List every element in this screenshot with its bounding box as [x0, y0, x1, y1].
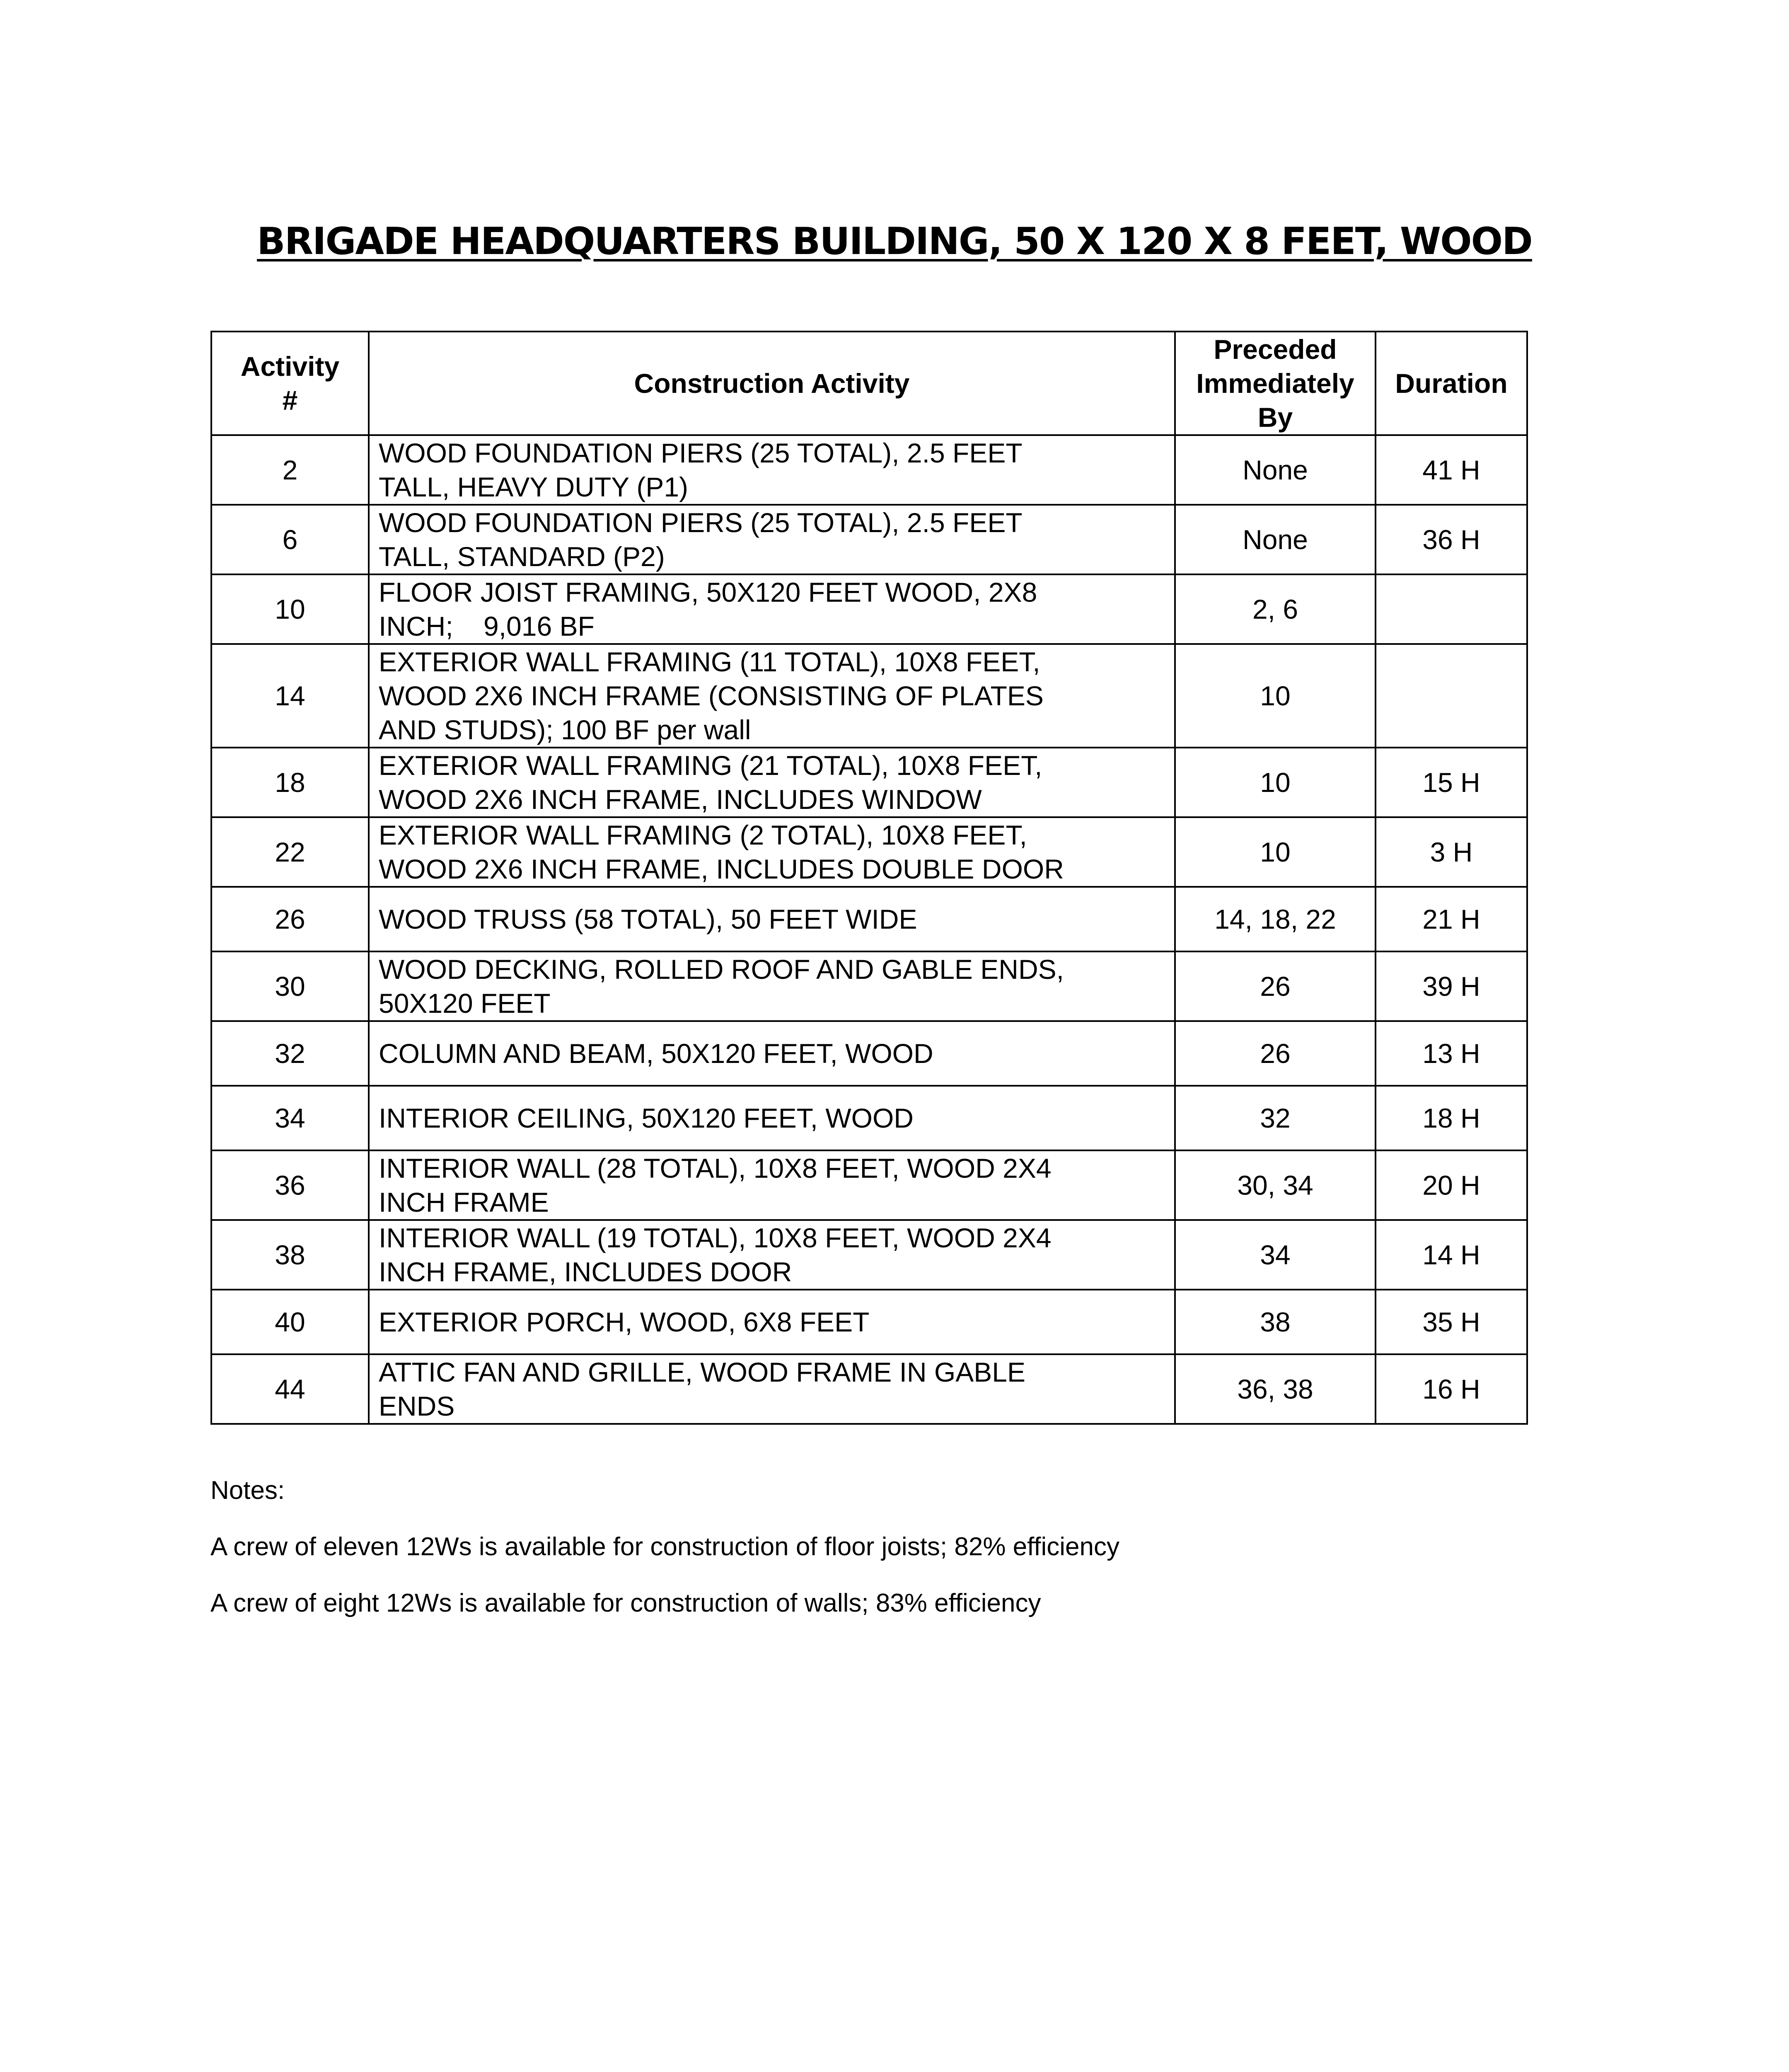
table-row — [211, 1354, 1527, 1424]
table-row — [211, 1086, 1527, 1150]
activity-num-cell: 40 — [211, 1290, 369, 1354]
construction-activity-line: WOOD 2X6 INCH FRAME (CONSISTING OF PLATES — [379, 680, 1044, 711]
activity-num-cell: 6 — [211, 505, 369, 574]
table-row — [211, 748, 1527, 817]
table-row — [211, 574, 1527, 644]
page-title: BRIGADE HEADQUARTERS BUILDING, 50 X 120 X 8 FEET, WOOD — [257, 220, 1532, 263]
construction-activity-cell — [369, 1220, 1175, 1290]
duration-cell: 39 H — [1376, 951, 1527, 1021]
preceded-by-cell: 2, 6 — [1175, 574, 1376, 644]
construction-activity-line: EXTERIOR WALL FRAMING (21 TOTAL), 10X8 FEET, — [379, 750, 1042, 781]
activity-num-cell: 34 — [211, 1086, 369, 1150]
construction-activity-line: WOOD FOUNDATION PIERS (25 TOTAL), 2.5 FEET — [379, 507, 1023, 538]
construction-activity-line: INTERIOR CEILING, 50X120 FEET, WOOD — [379, 1103, 914, 1133]
header-row — [211, 332, 1527, 435]
preceded-by-cell: 10 — [1175, 748, 1376, 817]
duration-cell: 13 H — [1376, 1021, 1527, 1086]
header-duration-line: Duration — [1395, 368, 1508, 399]
duration-cell: 35 H — [1376, 1290, 1527, 1354]
construction-activity-line: AND STUDS); 100 BF per wall — [379, 714, 751, 745]
construction-activity-cell — [369, 748, 1175, 817]
activity-num-cell: 44 — [211, 1354, 369, 1424]
construction-activity-line: INCH FRAME, INCLUDES DOOR — [379, 1256, 792, 1287]
activity-num-cell: 36 — [211, 1150, 369, 1220]
preceded-by-cell: 26 — [1175, 951, 1376, 1021]
construction-activity-line: INTERIOR WALL (19 TOTAL), 10X8 FEET, WOOD 2X4 — [379, 1222, 1052, 1253]
construction-activity-cell — [369, 1150, 1175, 1220]
header-construction-activity-line: Construction Activity — [634, 368, 910, 399]
duration-cell: 21 H — [1376, 887, 1527, 951]
preceded-by-cell: 26 — [1175, 1021, 1376, 1086]
table-row — [211, 1220, 1527, 1290]
preceded-by-cell: 30, 34 — [1175, 1150, 1376, 1220]
activity-table — [210, 331, 1528, 1425]
construction-activity-cell — [369, 1290, 1175, 1354]
construction-activity-line: EXTERIOR PORCH, WOOD, 6X8 FEET — [379, 1307, 870, 1337]
duration-cell — [1376, 574, 1527, 644]
activity-num-cell: 22 — [211, 817, 369, 887]
construction-activity-cell — [369, 1021, 1175, 1086]
preceded-by-cell: 36, 38 — [1175, 1354, 1376, 1424]
duration-cell: 14 H — [1376, 1220, 1527, 1290]
construction-activity-line: WOOD FOUNDATION PIERS (25 TOTAL), 2.5 FEET — [379, 438, 1023, 468]
preceded-by-cell: 10 — [1175, 644, 1376, 748]
table-row — [211, 951, 1527, 1021]
construction-activity-line: COLUMN AND BEAM, 50X120 FEET, WOOD — [379, 1038, 933, 1069]
header-preceded-by-line: Preceded — [1214, 334, 1337, 365]
duration-cell: 41 H — [1376, 435, 1527, 505]
note-line-floor-joists: A crew of eleven 12Ws is available for construction of floor joists; 82% efficiency — [210, 1532, 1120, 1561]
construction-activity-line: 50X120 FEET — [379, 988, 551, 1019]
activity-num-cell: 26 — [211, 887, 369, 951]
header-activity-num — [211, 332, 369, 435]
activity-num-cell: 32 — [211, 1021, 369, 1086]
construction-activity-cell — [369, 887, 1175, 951]
construction-activity-line: WOOD TRUSS (58 TOTAL), 50 FEET WIDE — [379, 904, 917, 934]
notes-label: Notes: — [210, 1476, 285, 1505]
table-row — [211, 1021, 1527, 1086]
preceded-by-cell: 10 — [1175, 817, 1376, 887]
construction-activity-line: INTERIOR WALL (28 TOTAL), 10X8 FEET, WOOD 2X4 — [379, 1153, 1052, 1184]
header-preceded-by-line: By — [1257, 402, 1293, 433]
activity-num-cell: 18 — [211, 748, 369, 817]
table-row — [211, 435, 1527, 505]
activity-num-cell: 30 — [211, 951, 369, 1021]
table-row — [211, 817, 1527, 887]
construction-activity-cell — [369, 435, 1175, 505]
duration-cell: 3 H — [1376, 817, 1527, 887]
construction-activity-cell — [369, 817, 1175, 887]
construction-activity-cell — [369, 574, 1175, 644]
construction-activity-cell — [369, 1354, 1175, 1424]
duration-cell — [1376, 644, 1527, 748]
table-row — [211, 505, 1527, 574]
construction-activity-line: WOOD DECKING, ROLLED ROOF AND GABLE ENDS, — [379, 954, 1064, 985]
table-row — [211, 887, 1527, 951]
duration-cell: 18 H — [1376, 1086, 1527, 1150]
preceded-by-cell: None — [1175, 505, 1376, 574]
construction-activity-line: INCH; 9,016 BF — [379, 611, 595, 641]
activity-num-cell: 10 — [211, 574, 369, 644]
duration-cell: 20 H — [1376, 1150, 1527, 1220]
duration-cell: 36 H — [1376, 505, 1527, 574]
header-activity-num-line: # — [282, 385, 298, 416]
note-line-walls: A crew of eight 12Ws is available for construction of walls; 83% efficiency — [210, 1589, 1041, 1617]
preceded-by-cell: None — [1175, 435, 1376, 505]
table-row — [211, 644, 1527, 748]
construction-activity-line: TALL, HEAVY DUTY (P1) — [379, 472, 689, 502]
construction-activity-line: WOOD 2X6 INCH FRAME, INCLUDES DOUBLE DOOR — [379, 854, 1064, 884]
construction-activity-cell — [369, 644, 1175, 748]
header-preceded-by-line: Immediately — [1196, 368, 1354, 399]
header-activity-num-line: Activity — [240, 351, 340, 382]
activity-num-cell: 2 — [211, 435, 369, 505]
preceded-by-cell: 34 — [1175, 1220, 1376, 1290]
header-duration — [1376, 332, 1527, 435]
construction-activity-line: FLOOR JOIST FRAMING, 50X120 FEET WOOD, 2X8 — [379, 577, 1037, 608]
header-preceded-by — [1175, 332, 1376, 435]
construction-activity-line: ENDS — [379, 1391, 455, 1421]
construction-activity-cell — [369, 951, 1175, 1021]
notes-section — [210, 1476, 1119, 1618]
table-row — [211, 1150, 1527, 1220]
construction-activity-cell — [369, 1086, 1175, 1150]
duration-cell: 16 H — [1376, 1354, 1527, 1424]
construction-activity-line: WOOD 2X6 INCH FRAME, INCLUDES WINDOW — [379, 784, 982, 815]
preceded-by-cell: 38 — [1175, 1290, 1376, 1354]
activity-rows — [211, 435, 1527, 1424]
construction-activity-line: ATTIC FAN AND GRILLE, WOOD FRAME IN GABLE — [379, 1357, 1026, 1387]
preceded-by-cell: 14, 18, 22 — [1175, 887, 1376, 951]
activity-num-cell: 14 — [211, 644, 369, 748]
construction-activity-line: EXTERIOR WALL FRAMING (11 TOTAL), 10X8 FEET, — [379, 646, 1040, 677]
construction-activity-line: EXTERIOR WALL FRAMING (2 TOTAL), 10X8 FEET, — [379, 820, 1027, 850]
activity-num-cell: 38 — [211, 1220, 369, 1290]
construction-activity-line: INCH FRAME — [379, 1187, 549, 1218]
construction-activity-cell — [369, 505, 1175, 574]
table-row — [211, 1290, 1527, 1354]
preceded-by-cell: 32 — [1175, 1086, 1376, 1150]
construction-activity-line: TALL, STANDARD (P2) — [379, 541, 665, 572]
header-construction-activity — [369, 332, 1175, 435]
duration-cell: 15 H — [1376, 748, 1527, 817]
